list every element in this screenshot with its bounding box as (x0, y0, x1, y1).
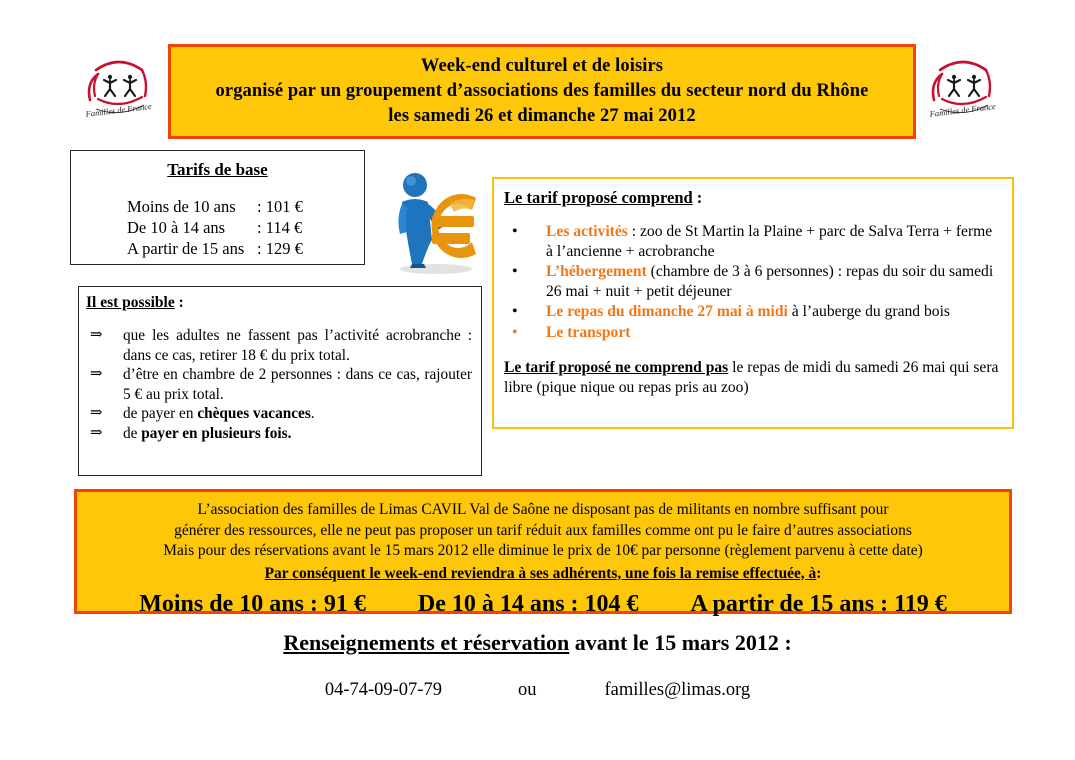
base-price-value: : 129 € (257, 239, 303, 258)
included-item-highlight: Le transport (546, 323, 631, 341)
logo-caption: Familles de France (928, 101, 997, 120)
options-title-text: Il est possible (86, 294, 175, 311)
logo-caption: Familles de France (84, 101, 153, 120)
header-line-2: organisé par un groupement d’associations des familles du secteur nord du Rhône (215, 81, 869, 101)
contact-title (0, 630, 1075, 656)
included-panel (492, 177, 1014, 429)
bullet-icon: • (512, 263, 518, 280)
not-included-strong: Le tarif proposé ne comprend pas (504, 359, 729, 376)
included-title (504, 188, 1002, 208)
list-item (86, 424, 472, 444)
list-item (504, 302, 1002, 322)
options-item-pre: de payer en (123, 405, 198, 422)
discount-line-4-text: Par conséquent le week-end reviendra à ses adhérents, une fois la remise effectuée, à (264, 564, 817, 582)
included-item-highlight: Le repas du dimanche 27 mai à midi (546, 303, 788, 320)
base-prices-title: Tarifs de base (167, 160, 268, 179)
options-item-bold: chèques vacances (197, 405, 311, 422)
discount-price-row (77, 591, 1009, 618)
euro-figure-illustration (388, 168, 488, 280)
familles-de-france-logo-icon (920, 52, 1006, 124)
arrow-right-icon: ⇒ (90, 366, 103, 382)
list-item (504, 222, 1002, 261)
contact-email[interactable]: familles@limas.org (604, 680, 751, 700)
options-item-text: que les adultes ne fassent pas l’activité acrobranche : dans ce cas, retirer 18 € du prix total. (123, 327, 472, 364)
discount-line-1: L’association des familles de Limas CAVIL Val de Saône ne disposant pas de militants en nombre suffisant pour (197, 501, 889, 518)
base-price-row (127, 217, 364, 238)
discount-line-4 (77, 564, 1009, 585)
contact-row (0, 680, 1075, 701)
list-item (86, 365, 472, 404)
base-price-label: De 10 à 14 ans (127, 218, 226, 237)
base-prices-list (71, 196, 364, 259)
arrow-right-icon: ⇒ (90, 424, 103, 441)
header-line-3: les samedi 26 et dimanche 27 mai 2012 (388, 106, 696, 126)
arrow-right-icon: ⇒ (90, 405, 103, 421)
contact-separator: ou (517, 680, 537, 700)
options-box (78, 286, 482, 476)
list-item (86, 404, 472, 424)
arrow-right-icon: ⇒ (90, 327, 103, 343)
options-item-bold: payer en plusieurs fois. (141, 424, 292, 442)
included-item-highlight: Les activités (546, 223, 628, 240)
discount-banner (74, 489, 1012, 617)
base-price-value: : 114 € (257, 218, 303, 237)
discount-line-4-suffix: : (816, 564, 822, 582)
options-item-post: . (310, 405, 315, 422)
discount-price: Moins de 10 ans : 91 € (139, 591, 366, 617)
options-title (86, 294, 472, 312)
options-item-pre: de (123, 424, 142, 442)
list-item (504, 323, 1002, 343)
list-item (86, 326, 472, 365)
base-price-label: A partir de 15 ans (127, 239, 245, 258)
list-item (504, 262, 1002, 301)
base-price-label: Moins de 10 ans (127, 197, 236, 216)
included-list (504, 222, 1002, 342)
options-title-suffix: : (174, 294, 184, 311)
header-banner (168, 44, 916, 139)
bullet-icon: • (512, 323, 518, 341)
contact-phone[interactable]: 04-74-09-07-79 (324, 680, 442, 700)
included-item-rest: (chambre de 3 à 6 personnes) : repas du soir du samedi 26 mai + nuit + petit déjeuner (546, 263, 994, 300)
not-included-rest: le repas de midi du samedi 26 mai qui sera libre (pique nique ou repas pris au zoo) (504, 359, 999, 396)
base-price-value: : 101 € (257, 197, 303, 216)
discount-price: De 10 à 14 ans : 104 € (417, 591, 639, 617)
familles-de-france-logo-left (76, 52, 162, 124)
options-list (86, 326, 472, 443)
bullet-icon: • (512, 303, 518, 320)
included-item-rest: : zoo de St Martin la Plaine + parc de Salva Terra + ferme à l’ancienne + acrobranche (546, 223, 993, 260)
included-item-highlight: L’hébergement (546, 263, 647, 280)
included-title-suffix: : (692, 188, 703, 207)
bullet-icon: • (512, 223, 518, 240)
base-prices-box (70, 150, 365, 265)
discount-line-2: générer des ressources, elle ne peut pas proposer un tarif réduit aux familles comme ont pu le faire d’autres associations (174, 521, 912, 539)
base-price-row (127, 238, 364, 259)
discount-price: A partir de 15 ans : 119 € (690, 591, 947, 617)
familles-de-france-logo-icon (76, 52, 162, 124)
discount-line-3: Mais pour des réservations avant le 15 mars 2012 elle diminue le prix de 10€ par personne (règlement parvenu à cette date) (163, 542, 923, 559)
options-item-text: d’être en chambre de 2 personnes : dans ce cas, rajouter 5 € au prix total. (123, 366, 472, 403)
included-item-rest: à l’auberge du grand bois (787, 303, 950, 320)
header-line-1: Week-end culturel et de loisirs (420, 56, 664, 76)
not-included-note (504, 358, 1002, 397)
contact-title-rest: avant le 15 mars 2012 : (569, 630, 792, 655)
euro-figure-icon (388, 168, 488, 280)
included-title-text: Le tarif proposé comprend (504, 188, 693, 207)
familles-de-france-logo-right (920, 52, 1006, 124)
contact-title-underlined: Renseignements et réservation (283, 630, 570, 655)
base-price-row (127, 196, 364, 217)
